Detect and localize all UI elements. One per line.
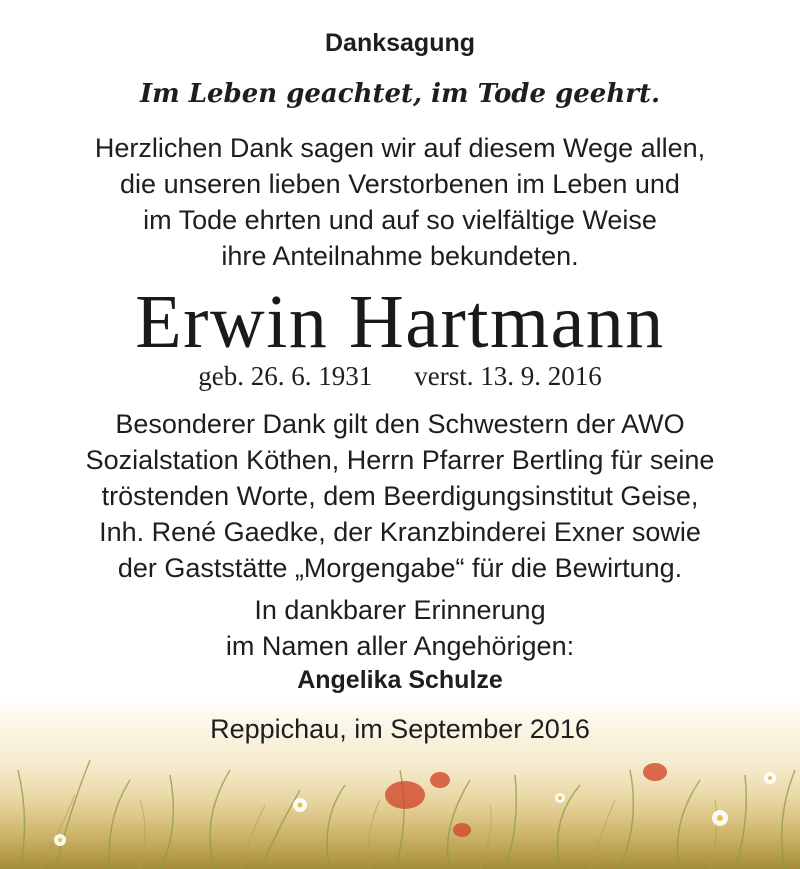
signer-name: Angelika Schulze bbox=[297, 666, 503, 694]
intro-paragraph bbox=[0, 130, 800, 274]
intro-line: Herzlichen Dank sagen wir auf diesem Wege allen, bbox=[94, 133, 706, 163]
closing-line: In dankbarer Erinnerung bbox=[254, 595, 546, 625]
life-dates bbox=[0, 360, 800, 392]
death-date: verst. 13. 9. 2016 bbox=[414, 361, 602, 391]
place-and-date: Reppichau, im September 2016 bbox=[210, 714, 590, 744]
motto: Im Leben geachtet, im Tode geehrt. bbox=[139, 79, 661, 109]
thanks-line: Besonderer Dank gilt den Schwestern der AWO bbox=[115, 409, 685, 439]
notice-heading: Danksagung bbox=[324, 29, 476, 57]
closing-paragraph bbox=[0, 592, 800, 664]
thanks-line: tröstenden Worte, dem Beerdigungsinstitut Geise, bbox=[101, 481, 699, 511]
intro-line: die unseren lieben Verstorbenen im Leben und bbox=[120, 169, 680, 199]
birth-date: geb. 26. 6. 1931 bbox=[198, 361, 373, 391]
intro-line: im Tode ehrten und auf so vielfältige Weise bbox=[143, 205, 657, 235]
intro-line: ihre Anteilnahme bekundeten. bbox=[221, 241, 579, 271]
thanks-paragraph bbox=[0, 406, 800, 586]
deceased-name: Erwin Hartmann bbox=[135, 280, 665, 364]
thanks-line: der Gaststätte „Morgengabe“ für die Bewirtung. bbox=[117, 553, 683, 583]
closing-line: im Namen aller Angehörigen: bbox=[225, 631, 575, 661]
thanks-line: Sozialstation Köthen, Herrn Pfarrer Bertling für seine bbox=[85, 445, 715, 475]
thanks-line: Inh. René Gaedke, der Kranzbinderei Exner sowie bbox=[99, 517, 701, 547]
